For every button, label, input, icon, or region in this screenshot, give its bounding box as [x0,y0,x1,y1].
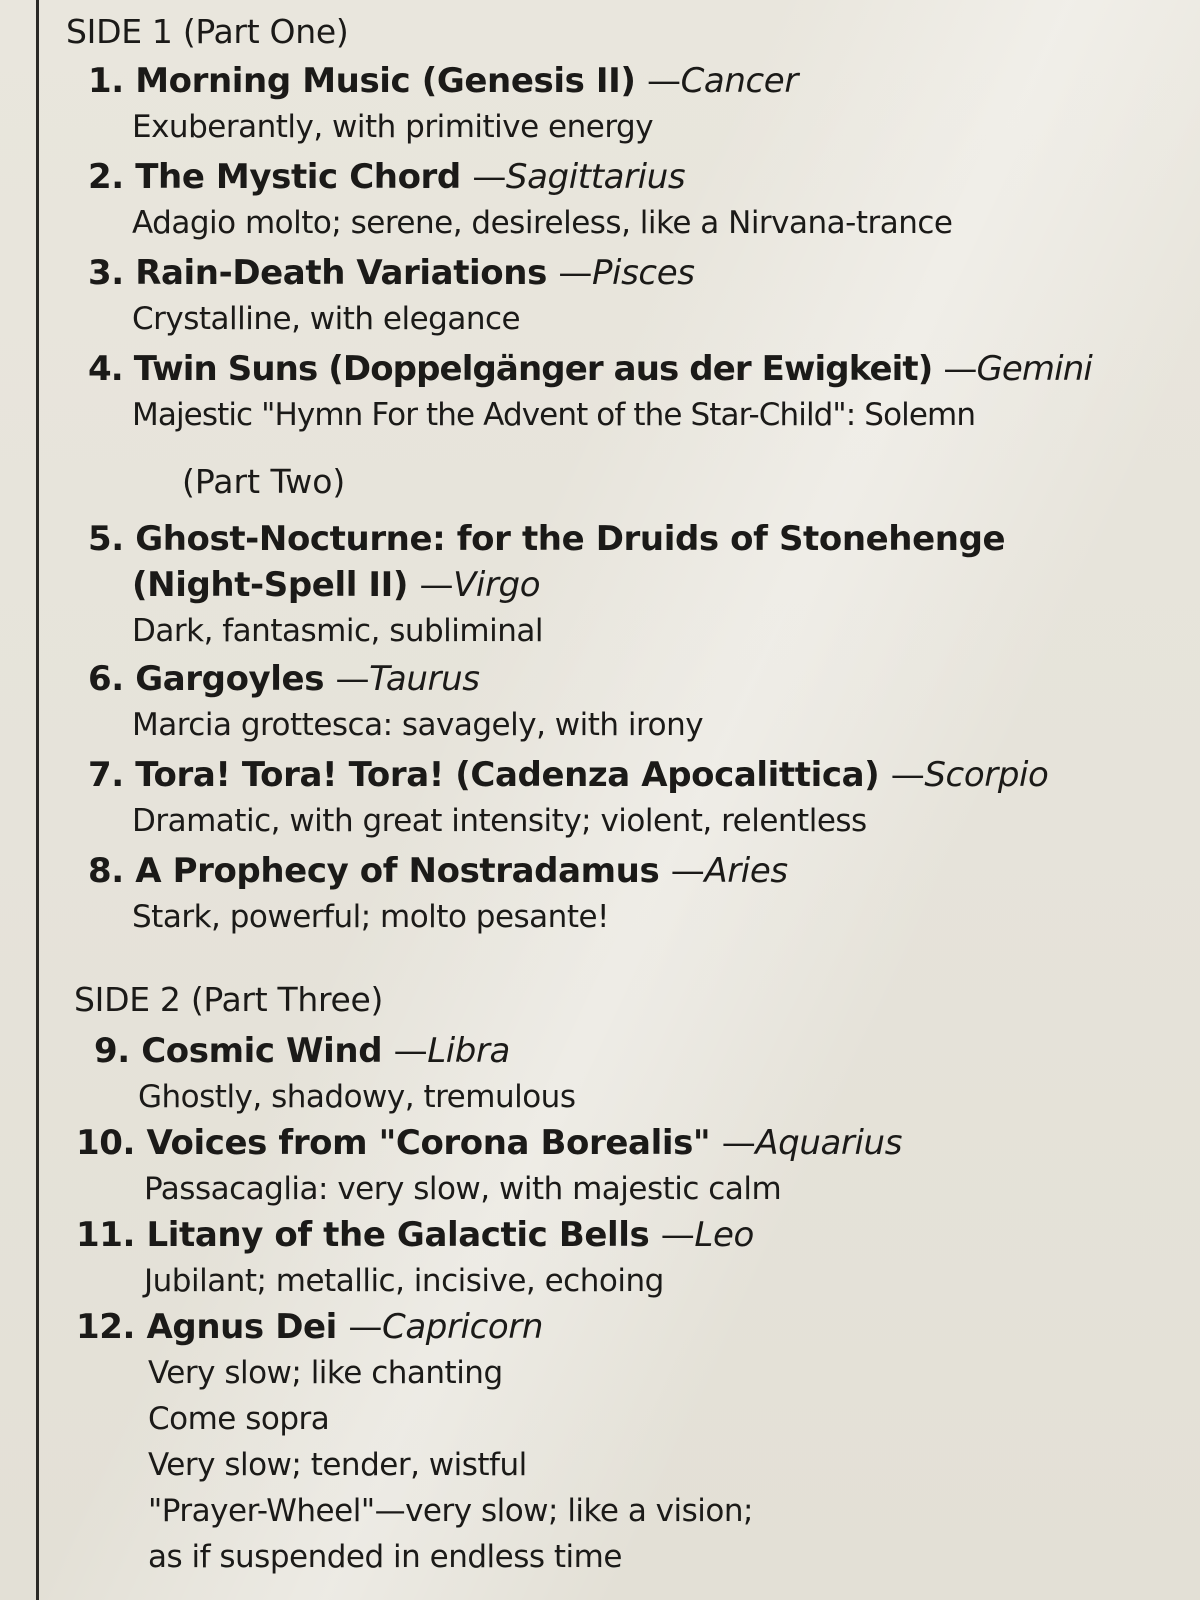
dash: — [670,851,705,891]
track-title: Tora! Tora! Tora! (Cadenza Apocalittica) [135,755,880,795]
track-number: 4. [88,349,123,389]
track-description: Exuberantly, with primitive energy [132,109,654,145]
dash: — [646,61,681,101]
part-two-heading: (Part Two) [182,462,346,501]
track-description: Dark, fantasmic, subliminal [132,613,543,649]
zodiac-sign: Sagittarius [505,157,686,197]
track-title-line [76,1304,753,1350]
zodiac-sign: Leo [694,1215,754,1255]
track-title-continuation [88,562,1005,608]
track-title: Twin Suns (Doppelgänger aus der Ewigkeit) [133,349,933,389]
dash: — [335,659,370,699]
track-title: Agnus Dei [146,1307,337,1347]
track-6 [88,656,703,748]
track-description: Passacaglia: very slow, with majestic calm [144,1171,782,1207]
zodiac-sign: Libra [427,1031,510,1071]
track-title: Rain-Death Variations [135,253,547,293]
zodiac-sign: Pisces [591,253,695,293]
track-description-line-3: Very slow; tender, wistful [148,1447,527,1483]
track-title-line [76,1212,754,1258]
track-number: 10. [76,1123,136,1163]
track-title: Litany of the Galactic Bells [146,1215,650,1255]
track-title: Morning Music (Genesis II) [135,61,636,101]
track-4 [88,346,1092,438]
dash: — [472,157,506,197]
track-number: 12. [76,1307,136,1347]
track-title-line [88,250,695,296]
track-5 [88,516,1005,654]
track-12 [76,1304,753,1580]
dash: — [721,1123,756,1163]
zodiac-sign: Aquarius [755,1123,903,1163]
track-title-line [88,752,1048,798]
track-description-line-4: "Prayer-Wheel"—very slow; like a vision; [148,1493,753,1529]
track-description: Adagio molto; serene, desireless, like a Nirvana-trance [132,205,953,241]
track-description-line-1: Very slow; like chanting [148,1355,503,1391]
track-title-line [76,1120,902,1166]
track-number: 8. [88,851,124,891]
track-1 [88,58,798,150]
track-number: 11. [76,1215,136,1255]
track-number: 5. [88,519,124,559]
track-description: Marcia grottesca: savagely, with irony [132,707,704,743]
zodiac-sign: Virgo [453,565,541,605]
track-number: 2. [88,157,124,197]
track-title-line [88,848,788,894]
track-number: 1. [88,61,124,101]
track-title-line [88,346,1092,392]
track-title-line [94,1028,575,1074]
zodiac-sign: Gemini [976,349,1092,389]
track-description: Jubilant; metallic, incisive, echoing [144,1263,664,1299]
track-description: Stark, powerful; molto pesante! [132,899,609,935]
dash: — [890,755,925,795]
track-title: Cosmic Wind [141,1031,383,1071]
left-border-line [36,0,39,1600]
dash: — [660,1215,695,1255]
dash: — [348,1307,382,1347]
track-description-line-5: as if suspended in endless time [148,1539,622,1575]
track-title: Ghost-Nocturne: for the Druids of Stonehenge [135,519,1006,559]
track-title-line [88,154,953,200]
side2-heading: SIDE 2 (Part Three) [74,980,384,1019]
zodiac-sign: Cancer [680,61,798,101]
track-10 [76,1120,902,1212]
track-title: Voices from "Corona Borealis" [146,1123,711,1163]
track-title: A Prophecy of Nostradamus [135,851,660,891]
zodiac-sign: Taurus [369,659,480,699]
zodiac-sign: Scorpio [924,755,1049,795]
track-7 [88,752,1048,844]
track-title: The Mystic Chord [135,157,461,197]
zodiac-sign: Capricorn [382,1307,544,1347]
track-title: Gargoyles [135,659,325,699]
track-number: 6. [88,659,124,699]
track-11 [76,1212,754,1304]
dash: — [393,1031,428,1071]
track-number: 7. [88,755,124,795]
track-number: 9. [94,1031,130,1071]
track-description: Crystalline, with elegance [132,301,521,337]
track-description: Dramatic, with great intensity; violent, relentless [132,803,867,839]
side1-heading: SIDE 1 (Part One) [66,12,349,51]
track-2 [88,154,953,246]
track-description: Ghostly, shadowy, tremulous [138,1079,576,1115]
track-title-part2: (Night-Spell II) [132,565,409,605]
track-8 [88,848,788,940]
track-description: Majestic "Hymn For the Advent of the Star-Child": Solemn [132,397,976,433]
dash: — [943,349,977,389]
track-title-line [88,58,798,104]
track-title-line [88,516,1005,562]
track-3 [88,250,695,342]
zodiac-sign: Aries [704,851,788,891]
dash: — [558,253,592,293]
dash: — [419,565,454,605]
track-9 [94,1028,575,1120]
track-number: 3. [88,253,124,293]
track-title-line [88,656,703,702]
track-description-line-2: Come sopra [148,1401,330,1437]
